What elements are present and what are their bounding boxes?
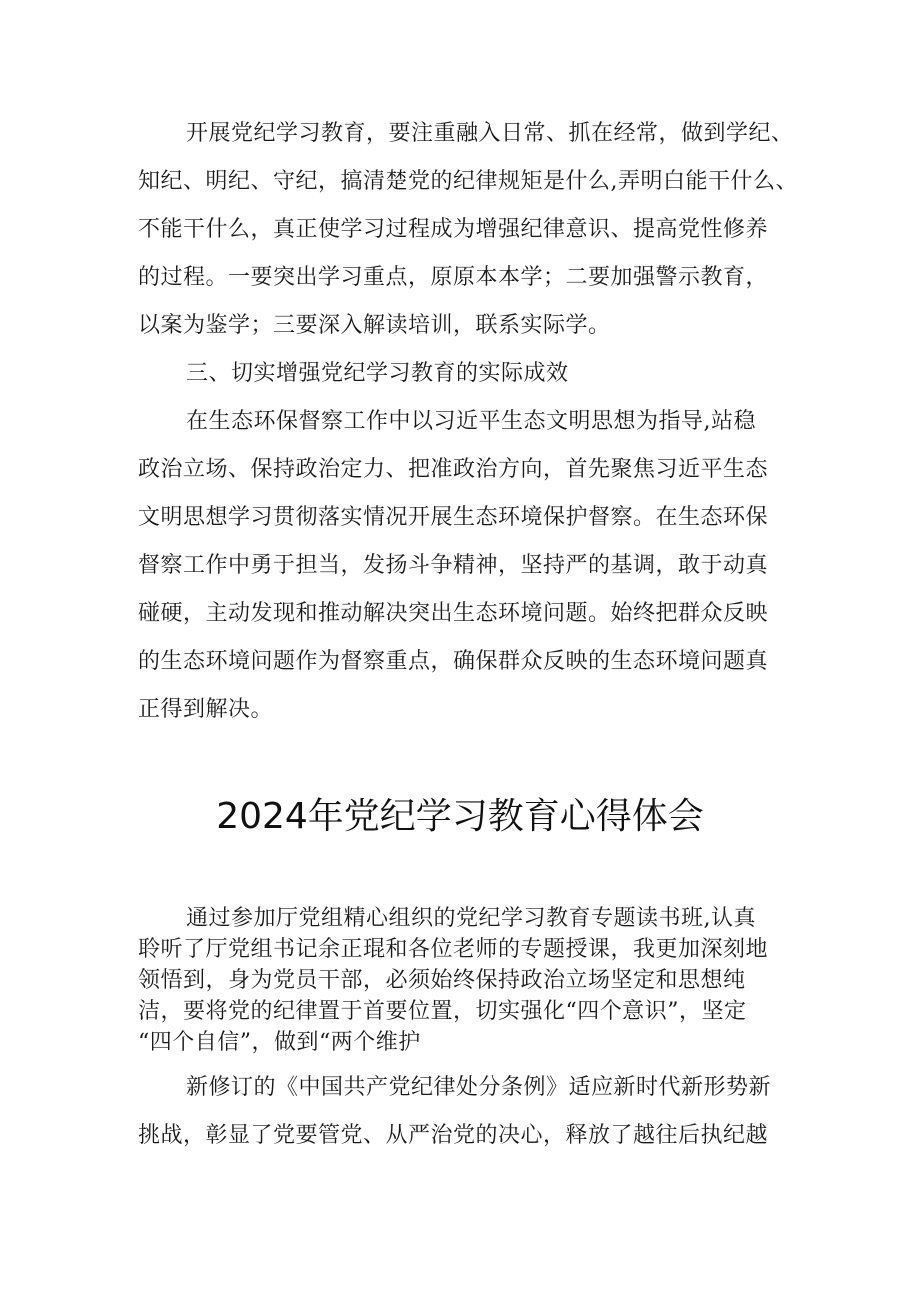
paragraph-line: 督察工作中勇于担当，发扬斗争精神，坚持严的基调，敢于动真 [138,553,769,578]
section-heading: 三、切实增强党纪学习教育的实际成效 [186,361,569,386]
paragraph-line: “四个自信”，做到“两个维护 [138,1030,421,1055]
paragraph-line: 知纪、明纪、守纪，搞清楚党的纪律规矩是什么,弄明白能干什么、 [138,169,798,194]
paragraph-line: 的生态环境问题作为督察重点，确保群众反映的生态环境问题真 [138,649,769,674]
paragraph-line: 不能干什么，真正使学习过程成为增强纪律意识、提高党性修养 [138,217,769,242]
paragraph-line: 聆听了厅党组书记余正琨和各位老师的专题授课，我更加深刻地 [138,937,769,962]
paragraph-line: 领悟到，身为党员干部，必须始终保持政治立场坚定和思想纯 [138,968,746,993]
article-title: 2024年党纪学习教育心得体会 [216,796,704,837]
paragraph-line: 挑战，彰显了党要管党、从严治党的决心，释放了越往后执纪越 [138,1123,769,1148]
paragraph-line: 以案为鉴学；三要深入解读培训，联系实际学。 [138,313,611,338]
paragraph-line: 的过程。一要突出学习重点，原原本本学；二要加强警示教育， [138,265,769,290]
paragraph-line: 洁，要将党的纪律置于首要位置，切实强化“四个意识”，坚定 [138,999,747,1024]
paragraph-line: 碰硬，主动发现和推动解决突出生态环境问题。始终把群众反映 [138,601,769,626]
paragraph-line: 文明思想学习贯彻落实情况开展生态环境保护督察。在生态环保 [138,505,769,530]
paragraph-line: 通过参加厅党组精心组织的党纪学习教育专题读书班,认真 [186,906,756,931]
paragraph-line: 新修订的《中国共产党纪律处分条例》适应新时代新形势新 [186,1075,772,1100]
paragraph-line: 开展党纪学习教育，要注重融入日常、抓在经常，做到学纪、 [186,121,794,146]
paragraph-line: 正得到解决。 [138,697,274,722]
paragraph-line: 在生态环保督察工作中以习近平生态文明思想为指导,站稳 [186,409,756,434]
paragraph-line: 政治立场、保持政治定力、把准政治方向，首先聚焦习近平生态 [138,457,769,482]
